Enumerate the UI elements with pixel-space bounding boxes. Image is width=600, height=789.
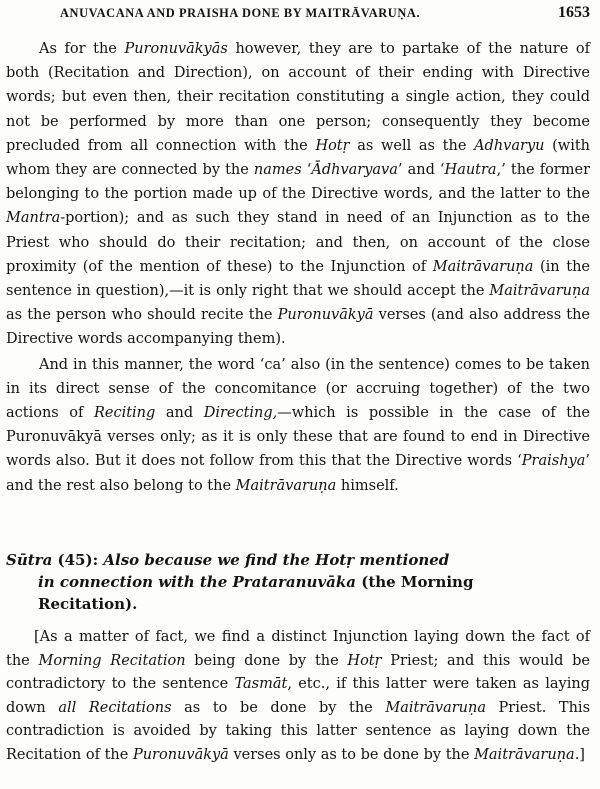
text-run: verses only as to be done by the	[228, 746, 475, 763]
text-run: -portion); and as such they stand in need of an Injunction as to the Priest who should do their recitation; and then, on account of the close proximity (of the mention of these) to the Injunction of	[6, 210, 590, 275]
body-text	[6, 37, 590, 498]
text-run: ’ and the rest also belong to the	[6, 453, 590, 494]
italic-term: Praishya	[521, 453, 586, 470]
italic-term: Tasmāt	[234, 676, 288, 692]
sutra-number: (45):	[52, 551, 104, 569]
italic-term: all Recitations	[58, 699, 172, 716]
italic-term: Mantra	[6, 210, 61, 227]
italic-term: Puronuvākyā	[132, 746, 229, 763]
italic-term: Maitrāvaruṇa	[432, 258, 534, 275]
italic-term: Adhvaryu	[474, 137, 545, 154]
sutra-text-line-3: Recitation).	[38, 595, 138, 613]
italic-term: Ādhvaryava	[311, 162, 398, 179]
text-run: Priest; and this would be contradictory to the sentence	[6, 652, 590, 692]
text-run: (with whom they are connected by the	[6, 137, 591, 179]
italic-term: Hotṛ	[347, 652, 382, 669]
italic-term: Maitrāvaruṇa	[489, 283, 590, 300]
italic-term: Puronuvākyā	[277, 307, 374, 324]
sutra-italic-run: in connection with the Prataranuvāka	[38, 573, 357, 591]
paragraph-ca-word	[6, 353, 590, 498]
page-number: 1653	[558, 4, 590, 21]
text-run: And in this manner, the word ‘ca’ also (in the sentence) comes to be taken in its direct sense of the concomitance (or accruing together) of the two actions of	[6, 356, 590, 422]
text-run: being done by the	[185, 652, 348, 669]
italic-term: Maitrāvaruṇa	[474, 746, 575, 763]
text-run: himself.	[336, 477, 399, 494]
text-run: Priest. This contradiction is avoided by taking this latter sentence as laying down the Recitation of the	[6, 699, 591, 763]
text-run: as well as the	[349, 137, 475, 154]
commentary-paragraph	[6, 626, 590, 767]
text-run: verses (and also address the Directive words accompanying them).	[6, 307, 590, 348]
text-run: [As a matter of fact, we find a distinct Injunction laying down the fact of the	[6, 629, 590, 669]
text-run: .]	[574, 746, 585, 763]
italic-term: Hotṛ	[315, 137, 350, 154]
sutra-label: Sūtra	[6, 551, 53, 569]
sutra-plain-run: (the Morning	[356, 573, 474, 591]
text-run: and	[155, 405, 204, 422]
italic-term: Hautra	[444, 162, 497, 179]
italic-term: Puronuvākyās	[124, 41, 228, 57]
italic-term: Morning Recitation	[38, 652, 186, 669]
text-run: ‘	[301, 162, 312, 179]
text-run: as to be done by the	[171, 699, 386, 716]
sutra-section	[6, 549, 590, 615]
page-header	[60, 4, 590, 26]
text-run: ’ and ‘	[397, 162, 445, 179]
italic-term: names	[253, 162, 302, 179]
sutra-text-line-2	[6, 571, 590, 593]
commentary	[6, 626, 590, 767]
text-run: , etc., if this latter were taken as laying down	[6, 676, 590, 716]
text-run: As for the	[39, 41, 125, 57]
sutra-heading	[6, 549, 590, 615]
italic-term: Reciting	[93, 405, 156, 422]
text-run: —which is possible in the case of the Puronuvākyā verses only; as it is only these that are found to end in Directive words also. But it does not follow from this that the Directive words ‘	[6, 405, 590, 470]
text-run: as the person who should recite the	[6, 307, 278, 324]
running-title: ANUVACANA AND PRAISHA DONE BY MAITRĀVARUṆA.	[60, 6, 421, 20]
italic-term: Maitrāvaruṇa	[385, 699, 486, 716]
italic-term: Maitrāvaruṇa	[235, 477, 337, 494]
italic-term: Directing,	[203, 405, 278, 422]
sutra-text-line-1: Also because we find the Hotṛ mentioned	[103, 551, 450, 569]
text-run: ,’ the former belonging to the portion made up of the Directive words, and the latter to the	[6, 162, 590, 203]
text-run: however, they are to partake of the nature of both (Recitation and Direction), on account of their ending with Directive words; but even then, their recitation constituting a single action, they could not be performed by more than one person; consequently they become precluded from all connection with the	[6, 41, 590, 154]
paragraph-puronuvakyas	[6, 37, 590, 352]
text-run: (in the sentence in question),—it is only right that we should accept the	[6, 258, 590, 300]
